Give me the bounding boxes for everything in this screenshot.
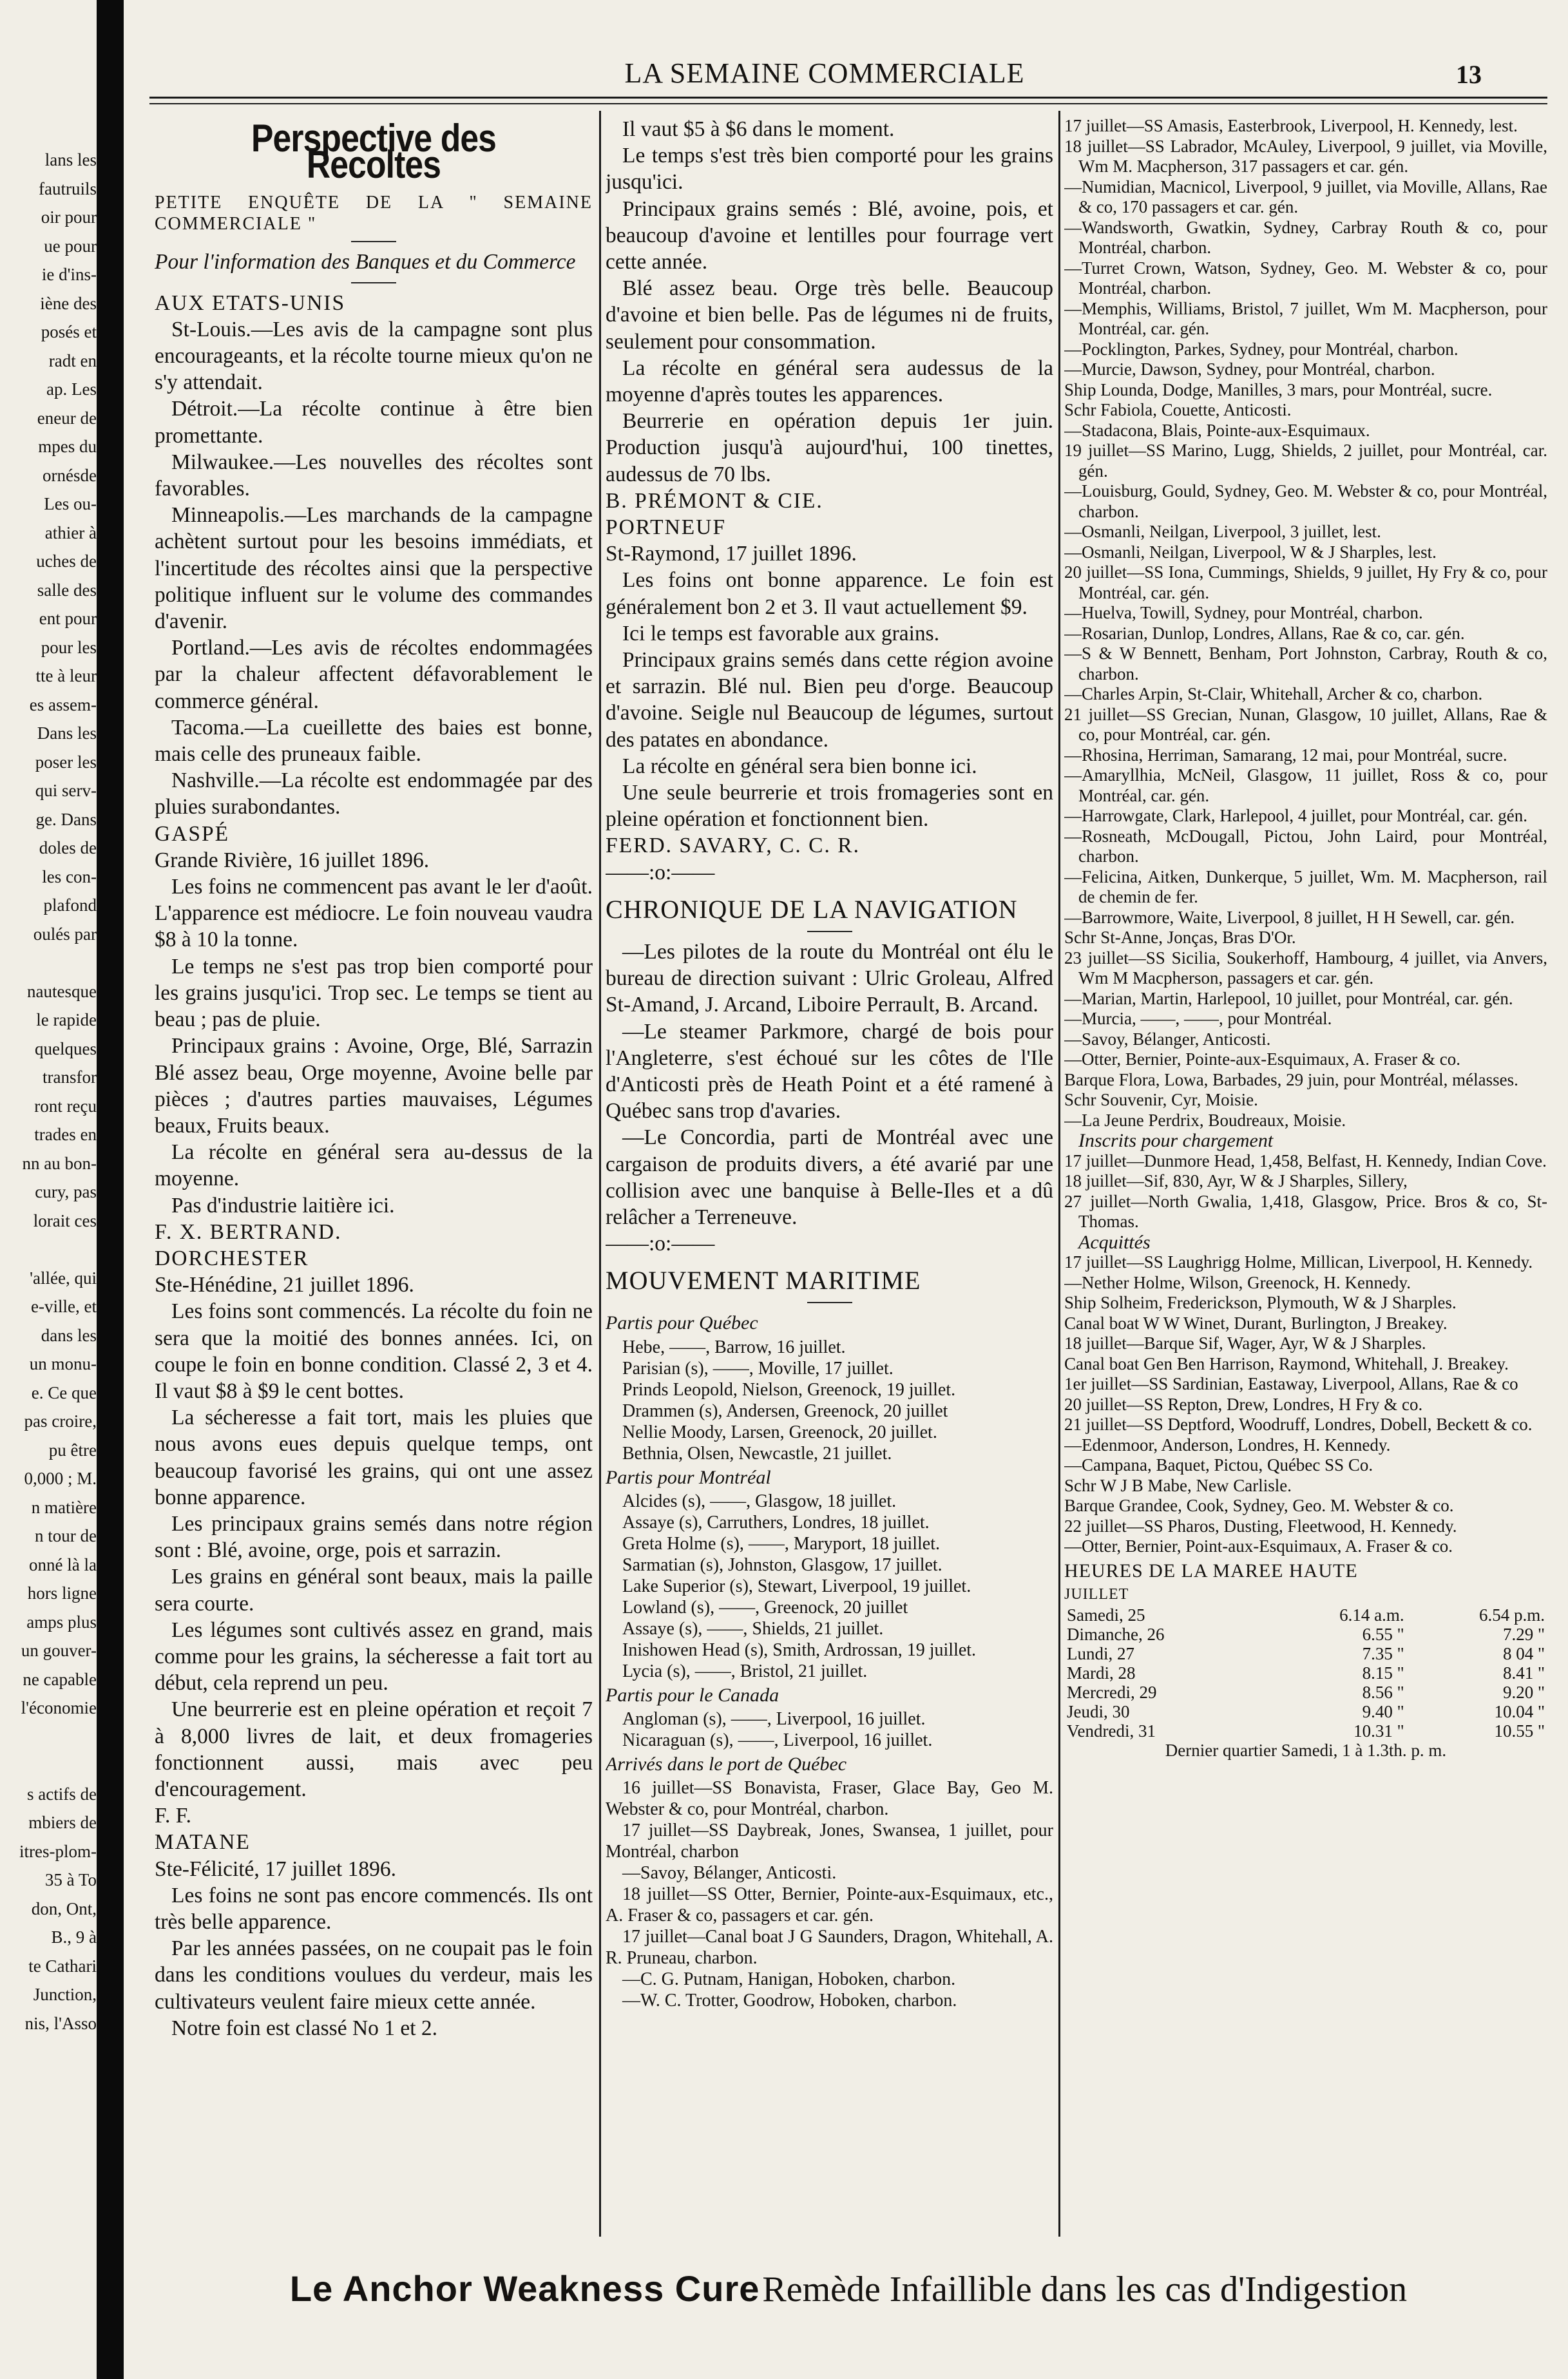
report-paragraph: Les principaux grains semés dans notre région sont : Blé, avoine, orge, pois et sarrazin. — [155, 1511, 593, 1563]
ship-entry: Canal boat W W Winet, Durant, Burlington, J Breakey. — [1064, 1313, 1448, 1333]
ship-entry: Barque Flora, Lowa, Barbades, 29 juin, pour Montréal, mélasses. — [1064, 1069, 1518, 1089]
ship-entry: Schr W J B Mabe, New Carlisle. — [1064, 1475, 1292, 1495]
ship-entry: Assaye (s), ——, Shields, 21 juillet. — [622, 1618, 884, 1639]
tide-day-cell: Vendredi, 31 — [1067, 1721, 1156, 1741]
news-paragraph: —Le steamer Parkmore, chargé de bois pour l'Angleterre, s'est échoué sur les côtes de l'Ile d'Anticosti près de Heath Point et a été ramené à Québec sans trop d'avaries. — [606, 1019, 1053, 1123]
ship-entry: Alcides (s), ——, Glasgow, 18 juillet. — [622, 1491, 897, 1511]
edge-text-fragment: uches de — [36, 551, 97, 571]
report-paragraph: Minneapolis.—Les marchands de la campagne achètent surtout pour les besoins immédiats, et l'incertitude des récoltes ainsi que la perspective politique influent sur le volume des commandes d'avenir. — [155, 503, 593, 634]
ship-entry: —Pocklington, Parkes, Sydney, pour Montréal, charbon. — [1064, 339, 1458, 359]
header-rule-thin — [149, 103, 1547, 104]
tide-day-cell: Mercredi, 29 — [1067, 1682, 1157, 1702]
report-paragraph: Les foins sont commencés. La récolte du foin ne sera que la moitié des bonnes années. Ici, on coupe le foin en bonne condition. Classé 2, 3 et 4. Il vaut $8 à $9 le cent bottes. — [155, 1299, 593, 1403]
ship-entry: —S & W Bennett, Benham, Port Johnston, Carbray, Routh & co, charbon. — [1064, 644, 1547, 683]
report-paragraph: Les légumes sont cultivés assez en grand, mais comme pour les grains, la sécheresse a fait tort au début, cela reprend un peu. — [155, 1618, 593, 1696]
ship-entry: —W. C. Trotter, Goodrow, Hoboken, charbon. — [622, 1991, 957, 2011]
ship-entry: Sarmatian (s), Johnston, Glasgow, 17 juillet. — [622, 1554, 942, 1575]
tide-am-cell: 8.56 " — [1362, 1682, 1404, 1702]
ship-entry: 18 juillet—SS Otter, Bernier, Pointe-aux-Esquimaux, etc., A. Fraser & co, passagers et car. gén. — [606, 1884, 1053, 1926]
ship-entry: 23 juillet—SS Sicilia, Soukerhoff, Hambourg, 4 juillet, via Anvers, Wm M Macpherson, passagers et car. gén. — [1064, 948, 1547, 988]
ship-entry: 20 juillet—SS Iona, Cummings, Shields, 9 juillet, Hy Fry & co, pour Montréal, car. gén. — [1064, 562, 1547, 602]
report-paragraph: La récolte en général sera au-dessus de la moyenne. — [155, 1140, 593, 1191]
edge-text-fragment: mbiers de — [28, 1813, 97, 1832]
edge-text-fragment: ie d'ins- — [41, 265, 97, 284]
edge-text-fragment: salle des — [37, 580, 97, 600]
moon-quarter: Dernier quartier Samedi, 1 à 1.3th. p. m. — [1165, 1740, 1447, 1760]
ship-entry: Lycia (s), ——, Bristol, 21 juillet. — [622, 1661, 868, 1681]
ship-entry: Lowland (s), ——, Greenock, 20 juillet — [622, 1597, 908, 1618]
edge-text-fragment: Les ou- — [44, 494, 97, 513]
ship-entry: —La Jeune Perdrix, Boudreaux, Moisie. — [1064, 1110, 1346, 1130]
ship-entry: 17 juillet—SS Laughrigg Holme, Millican, Liverpool, H. Kennedy. — [1064, 1252, 1533, 1272]
page-fold — [97, 0, 124, 2379]
edge-text-fragment: e-ville, et — [31, 1297, 97, 1316]
ship-entry: Nicaraguan (s), ——, Liverpool, 16 juillet. — [622, 1730, 933, 1750]
ship-entry: 18 juillet—Sif, 830, Ayr, W & J Sharples, Sillery, — [1064, 1171, 1408, 1190]
edge-text-fragment: cury, pas — [35, 1182, 97, 1201]
edge-text-fragment: radt en — [48, 350, 97, 370]
ship-entry: 21 juillet—SS Deptford, Woodruff, Londres, Dobell, Beckett & co. — [1064, 1415, 1533, 1434]
column-3 — [1064, 116, 1547, 1761]
list-heading: Partis pour Montréal — [606, 1466, 771, 1488]
report-paragraph: Les foins ont bonne apparence. Le foin est généralement bon 2 et 3. Il vaut actuellement $9. — [606, 568, 1053, 619]
report-paragraph: Beurrerie en opération depuis 1er juin. Production jusqu'à aujourd'hui, 100 tinettes, audessus de 70 lbs. — [606, 409, 1053, 486]
edge-text-fragment: ront reçu — [34, 1096, 97, 1116]
report-paragraph: Détroit.—La récolte continue à être bien promettante. — [155, 397, 593, 448]
dateline: St-Raymond, 17 juillet 1896. — [606, 542, 857, 566]
ship-entry: Nellie Moody, Larsen, Greenock, 20 juillet. — [622, 1422, 937, 1442]
edge-text-fragment: fautruils — [39, 178, 97, 198]
report-paragraph: Principaux grains semés : Blé, avoine, pois, et beaucoup d'avoine et lentilles pour fourrage vert cette année. — [606, 196, 1053, 274]
report-paragraph: Par les années passées, on ne coupait pas le foin dans les conditions voulues du verdeur, mais les cultivateurs veulent faire mieux cette année. — [155, 1936, 593, 2014]
tide-pm-cell: 6.54 p.m. — [1478, 1605, 1545, 1625]
enquete-subtitle: PETITE ENQUÊTE DE LA " SEMAINE COMMERCIALE " — [155, 193, 593, 234]
edge-text-fragment: posés et — [41, 322, 97, 341]
signature: B. PRÉMONT & CIE. — [606, 488, 823, 513]
page-number: 13 — [1456, 60, 1482, 89]
ship-list — [606, 1777, 1053, 2011]
ship-entry: Bethnia, Olsen, Newcastle, 21 juillet. — [622, 1443, 892, 1464]
edge-text-fragment: onné là la — [29, 1554, 97, 1574]
ship-entry: —Otter, Bernier, Pointe-aux-Esquimaux, A. Fraser & co. — [1064, 1049, 1460, 1069]
chronique-title: CHRONIQUE DE LA NAVIGATION — [606, 894, 1018, 924]
tide-pm-cell: 9.20 " — [1502, 1682, 1545, 1702]
column-rule — [599, 111, 601, 2237]
ship-entry: Schr Souvenir, Cyr, Moisie. — [1064, 1090, 1258, 1109]
tide-am-cell: 8.15 " — [1362, 1663, 1404, 1683]
ornament: ——:o:—— — [606, 860, 715, 884]
section-heading: DORCHESTER — [155, 1246, 309, 1270]
edge-text-fragment: le rapide — [36, 1010, 97, 1029]
dateline: Ste-Hénédine, 21 juillet 1896. — [155, 1273, 414, 1297]
edge-text-fragment: lans les — [44, 150, 97, 169]
tide-row — [1064, 1663, 1547, 1683]
ad-claim: Remède Infaillible dans les cas d'Indigestion — [762, 2269, 1408, 2309]
edge-text-fragment: oir pour — [41, 207, 97, 227]
ship-entry: Lake Superior (s), Stewart, Liverpool, 19 juillet. — [622, 1576, 971, 1596]
ship-entry: —Osmanli, Neilgan, Liverpool, W & J Sharples, lest. — [1064, 542, 1437, 562]
tide-title: HEURES DE LA MAREE HAUTE — [1064, 1560, 1358, 1581]
ship-entry: —Marian, Martin, Harlepool, 10 juillet, pour Montréal, car. gén. — [1064, 988, 1513, 1008]
edge-text-fragment: ne capable — [23, 1669, 97, 1689]
column-rule — [1058, 111, 1060, 2237]
ship-entry: Assaye (s), Carruthers, Londres, 18 juillet. — [622, 1512, 930, 1533]
edge-text-fragment: iène des — [40, 293, 97, 313]
edge-text-fragment: les con- — [42, 866, 97, 886]
edge-text-fragment: es assem- — [29, 694, 97, 714]
ship-entry: —Otter, Bernier, Point-aux-Esquimaux, A. Fraser & co. — [1064, 1536, 1453, 1556]
tide-day-cell: Mardi, 28 — [1067, 1663, 1136, 1683]
ship-entry: —Osmanli, Neilgan, Liverpool, 3 juillet, lest. — [1064, 522, 1381, 541]
tide-row — [1064, 1702, 1547, 1721]
column-1 — [155, 116, 593, 2041]
ad-product: Le Anchor Weakness Cure — [289, 2268, 760, 2309]
ship-entry: Hebe, ——, Barrow, 16 juillet. — [622, 1337, 846, 1357]
ship-entry: Angloman (s), ——, Liverpool, 16 juillet. — [622, 1708, 926, 1729]
edge-text-fragment: pu être — [48, 1440, 97, 1460]
report-paragraph: La récolte en général sera audessus de la moyenne d'après toutes les apparences. — [606, 356, 1053, 407]
ship-entry: Barque Grandee, Cook, Sydney, Geo. M. Webster & co. — [1064, 1496, 1454, 1515]
ship-entry: —Turret Crown, Watson, Sydney, Geo. M. Webster & co, pour Montréal, charbon. — [1064, 258, 1547, 298]
arrivals-list — [1064, 116, 1547, 1131]
ship-entry: 16 juillet—SS Bonavista, Fraser, Glace Bay, Geo M. Webster & co, pour Montréal, charbon. — [606, 1778, 1053, 1820]
ship-entry: 19 juillet—SS Marino, Lugg, Shields, 2 juillet, pour Montréal, car. gén. — [1064, 441, 1547, 481]
ship-entry: —Louisburg, Gould, Sydney, Geo. M. Webster & co, pour Montréal, charbon. — [1064, 481, 1547, 521]
separator — [807, 931, 852, 932]
section-heading: PORTNEUF — [606, 515, 727, 540]
edge-text-fragment: doles de — [39, 838, 97, 857]
ship-entry: 17 juillet—SS Amasis, Easterbrook, Liverpool, H. Kennedy, lest. — [1064, 116, 1518, 135]
edge-text-fragment: un monu- — [29, 1354, 97, 1373]
edge-text-fragment: transfor — [43, 1067, 97, 1087]
ship-entry: 17 juillet—Dunmore Head, 1,458, Belfast, H. Kennedy, Indian Cove. — [1064, 1151, 1547, 1170]
ship-entry: —Huelva, Towill, Sydney, pour Montréal, charbon. — [1064, 603, 1423, 622]
edge-text-fragment: poser les — [35, 752, 97, 772]
tide-pm-cell: 8.41 " — [1502, 1663, 1545, 1683]
report-paragraph: Blé assez beau. Orge très belle. Beaucoup d'avoine et bien belle. Pas de légumes ni de fruits, seulement pour consommation. — [606, 276, 1053, 354]
edge-text-fragment: nautesque — [27, 981, 97, 1001]
ship-entry: —Barrowmore, Waite, Liverpool, 8 juillet, H H Sewell, car. gén. — [1064, 907, 1515, 927]
ship-entry: —Campana, Baquet, Pictou, Québec SS Co. — [1064, 1455, 1373, 1475]
report-paragraph: Pas d'industrie laitière ici. — [171, 1193, 395, 1218]
column-2 — [606, 116, 1053, 2011]
ship-entry: Drammen (s), Andersen, Greenock, 20 juillet — [622, 1400, 948, 1421]
edge-text-fragment: quelques — [35, 1038, 97, 1058]
report-paragraph: Nashville.—La récolte est endommagée par des pluies surabondantes. — [155, 769, 593, 819]
ship-entry: —Rhosina, Herriman, Samarang, 12 mai, pour Montréal, sucre. — [1064, 745, 1507, 765]
edge-text-fragment: ge. Dans — [35, 809, 97, 829]
tide-am-cell: 10.31 " — [1353, 1721, 1404, 1741]
signature: FERD. SAVARY, C. C. R. — [606, 834, 860, 858]
ship-entry: —Felicina, Aitken, Dunkerque, 5 juillet, Wm. M. Macpherson, rail de chemin de fer. — [1064, 866, 1547, 906]
ship-entry: —Murcie, Dawson, Sydney, pour Montréal, charbon. — [1064, 359, 1435, 379]
ship-entry: Ship Lounda, Dodge, Manilles, 3 mars, pour Montréal, sucre. — [1064, 379, 1493, 399]
ship-entry: —Rosarian, Dunlop, Londres, Allans, Rae & co, car. gén. — [1064, 623, 1465, 643]
separator — [807, 1302, 852, 1303]
ship-entry: 17 juillet—Canal boat J G Saunders, Dragon, Whitehall, A. R. Pruneau, charbon. — [606, 1927, 1053, 1969]
report-paragraph: Le temps ne s'est pas trop bien comporté pour les grains jusqu'ici. Trop sec. Le temps se tient au beau ; pas de pluie. — [155, 954, 593, 1032]
tide-am-cell: 7.35 " — [1362, 1643, 1404, 1663]
news-paragraph: —Les pilotes de la route du Montréal ont élu le bureau de direction suivant : Ulric Groleau, Alfred St-Amand, J. Arcand, Liboire Perrault, B. Arcand. — [606, 939, 1053, 1017]
edge-text-fragment: ornésde — [43, 465, 97, 485]
edge-text-fragment: pas croire, — [24, 1411, 97, 1431]
ship-entry: —C. G. Putnam, Hanigan, Hoboken, charbon. — [622, 1969, 956, 1990]
report-paragraph: Principaux grains semés dans cette région avoine et sarrazin. Blé nul. Bien peu d'orge. Beaucoup d'avoine. Seigle nul Beaucoup de légumes, surtout des patates en abondance. — [606, 648, 1053, 752]
edge-text-fragment: eneur de — [37, 408, 97, 428]
ship-entry: Ship Solheim, Frederickson, Plymouth, W & J Sharples. — [1064, 1293, 1457, 1312]
ship-entry: —Murcia, ——, ——, pour Montréal. — [1064, 1009, 1332, 1028]
ship-entry: 27 juillet—North Gwalia, 1,418, Glasgow, Price. Bros & co, St-Thomas. — [1064, 1191, 1547, 1231]
edge-text-fragment: 35 à To — [44, 1870, 97, 1889]
section-heading: AUX ETATS-UNIS — [155, 291, 346, 315]
tide-day-cell: Jeudi, 30 — [1067, 1701, 1130, 1721]
list-heading: Inscrits pour chargement — [1078, 1130, 1274, 1151]
ship-entry: 18 juillet—SS Labrador, McAuley, Liverpool, 9 juillet, via Moville, Wm M. Macpherson, 317 passagers et car. gén. — [1064, 136, 1547, 176]
tide-table — [1064, 1605, 1547, 1741]
report-paragraph: Une beurrerie est en pleine opération et reçoit 7 à 8,000 livres de lait, et deux fromageries fonctionnent aussi, mais avec peu d'encouragement. — [155, 1697, 593, 1801]
ship-entry: Prinds Leopold, Nielson, Greenock, 19 juillet. — [622, 1379, 956, 1400]
ship-entry: —Wandsworth, Gwatkin, Sydney, Carbray Routh & co, pour Montréal, charbon. — [1064, 217, 1547, 257]
ship-list — [606, 1491, 1053, 1682]
tide-day-cell: Lundi, 27 — [1067, 1643, 1134, 1663]
edge-text-fragment: n tour de — [35, 1526, 97, 1545]
edge-text-fragment: ent pour — [39, 609, 97, 628]
ship-entry: Schr Fabiola, Couette, Anticosti. — [1064, 400, 1292, 419]
tide-row — [1064, 1605, 1547, 1625]
tide-pm-cell: 10.04 " — [1494, 1701, 1545, 1721]
edge-text-fragment: n matière — [31, 1497, 97, 1517]
signature: F. F. — [155, 1804, 192, 1828]
ship-entry: Parisian (s), ——, Moville, 17 juillet. — [622, 1358, 894, 1379]
edge-text-fragment: athier à — [44, 522, 97, 542]
edge-text-fragment: hors ligne — [27, 1583, 97, 1603]
list-heading: Partis pour Québec — [606, 1312, 758, 1334]
ship-entry: —Stadacona, Blais, Pointe-aux-Esquimaux. — [1064, 420, 1370, 440]
report-paragraph: Les foins ne sont pas encore commencés. Ils ont très belle apparence. — [155, 1883, 593, 1934]
article-dedication: Pour l'information des Banques et du Commerce — [155, 250, 576, 274]
edge-text-fragment: e. Ce que — [31, 1382, 97, 1402]
report-paragraph: Tacoma.—La cueillette des baies est bonne, mais celle des pruneaux faible. — [155, 715, 593, 767]
report-paragraph: Les foins ne commencent pas avant le ler d'août. L'apparence est médiocre. Le foin nouveau vaudra $8 à 10 la tonne. — [155, 875, 593, 952]
ship-entry: —Savoy, Bélanger, Anticosti. — [622, 1863, 837, 1884]
edge-text-fragment: nis, l'Asso — [24, 2013, 97, 2033]
ship-entry: Inishowen Head (s), Smith, Ardrossan, 19 juillet. — [622, 1639, 977, 1660]
edge-text-fragment: dans les — [41, 1325, 97, 1345]
report-paragraph: Notre foin est classé No 1 et 2. — [171, 2016, 438, 2040]
dateline: Ste-Félicité, 17 juillet 1896. — [155, 1857, 396, 1881]
tide-am-cell: 6.14 a.m. — [1339, 1605, 1404, 1625]
ship-entry: 21 juillet—SS Grecian, Nunan, Glasgow, 10 juillet, Allans, Rae & co, pour Montréal, car. gén. — [1064, 704, 1547, 744]
edge-text-fragment: un gouver- — [21, 1641, 97, 1660]
edge-text-fragment: tte à leur — [35, 666, 97, 685]
footer-advertisement — [149, 2268, 1547, 2310]
ship-entry: —Memphis, Williams, Bristol, 7 juillet, Wm M. Macpherson, pour Montréal, car. gén. — [1064, 298, 1547, 338]
ship-entry: Greta Holme (s), ——, Maryport, 18 juillet. — [622, 1533, 941, 1554]
edge-text-fragment: ap. Les — [46, 379, 97, 399]
edge-text-fragment: s actifs de — [27, 1784, 97, 1804]
edge-text-fragment: te Cathari — [28, 1956, 97, 1976]
edge-text-fragment: itres-plom- — [19, 1841, 97, 1861]
edge-text-fragment: don, Ont, — [31, 1898, 97, 1918]
tide-row — [1064, 1683, 1547, 1702]
edge-text-fragment: lorait ces — [33, 1210, 97, 1230]
section-heading: MATANE — [155, 1830, 251, 1855]
article-title: Perspective des Recoltes — [251, 117, 497, 187]
ship-entry: Schr St-Anne, Jonças, Bras D'Or. — [1064, 928, 1296, 947]
signature: F. X. BERTRAND. — [155, 1219, 342, 1244]
edge-text-fragment: B., 9 à — [51, 1927, 97, 1947]
ship-entry: —Charles Arpin, St-Clair, Whitehall, Archer & co, charbon. — [1064, 684, 1483, 703]
tide-month: JUILLET — [1064, 1586, 1129, 1603]
adjacent-page-edge — [0, 0, 97, 2379]
ship-entry: —Edenmoor, Anderson, Londres, H. Kennedy. — [1064, 1435, 1391, 1455]
tide-row — [1064, 1721, 1547, 1741]
ship-entry: 20 juillet—SS Repton, Drew, Londres, H Fry & co. — [1064, 1394, 1423, 1414]
clearances-list — [1064, 1252, 1547, 1557]
separator — [351, 241, 396, 242]
report-paragraph: La récolte en général sera bien bonne ici. — [622, 754, 977, 778]
edge-text-fragment: plafond — [43, 895, 97, 915]
dateline: Grande Rivière, 16 juillet 1896. — [155, 848, 430, 872]
report-paragraph: Ici le temps est favorable aux grains. — [622, 621, 940, 645]
report-paragraph: Une seule beurrerie et trois fromageries sont en pleine opération et fonctionnent bien. — [606, 781, 1053, 832]
ship-list — [606, 1708, 1053, 1751]
edge-text-fragment: pour les — [41, 637, 97, 657]
edge-text-fragment: ue pour — [44, 236, 97, 256]
report-paragraph: Milwaukee.—Les nouvelles des récoltes sont favorables. — [155, 450, 593, 501]
news-paragraph: —Le Concordia, parti de Montréal avec une cargaison de produits divers, a été avarié par une collision avec une banquise à Belle-Iles et a dû relâcher a Terreneuve. — [606, 1125, 1053, 1229]
edge-text-fragment: amps plus — [26, 1612, 97, 1632]
tide-pm-cell: 10.55 " — [1494, 1721, 1545, 1741]
report-paragraph: Principaux grains : Avoine, Orge, Blé, Sarrazin Blé assez beau, Orge moyenne, Avoine belle par pièces ; d'autres parties mauvaises, Légumes beaux, Fruits beaux. — [155, 1034, 593, 1138]
ship-list — [606, 1337, 1053, 1464]
tide-row — [1064, 1644, 1547, 1663]
tide-pm-cell: 7.29 " — [1502, 1624, 1545, 1644]
report-paragraph: Le temps s'est très bien comporté pour les grains jusqu'ici. — [606, 144, 1053, 195]
ship-entry: 17 juillet—SS Daybreak, Jones, Swansea, 1 juillet, pour Montréal, charbon — [606, 1820, 1053, 1862]
running-title: LA SEMAINE COMMERCIALE — [624, 57, 1025, 89]
ship-entry: —Harrowgate, Clark, Harlepool, 4 juillet, pour Montréal, car. gén. — [1064, 806, 1528, 825]
edge-text-fragment: qui serv- — [35, 781, 97, 800]
registrations-list — [1064, 1151, 1547, 1232]
report-paragraph: St-Louis.—Les avis de la campagne sont plus encourageants, et la récolte tourne mieux qu'on ne s'y attendait. — [155, 317, 593, 395]
edge-text-fragment: mpes du — [38, 437, 97, 456]
report-paragraph: Il vaut $5 à $6 dans le moment. — [622, 117, 895, 141]
tide-row — [1064, 1625, 1547, 1644]
header-rule — [149, 97, 1547, 99]
report-paragraph: La sécheresse a fait tort, mais les pluies que nous avons eues depuis quelque temps, ont beaucoup favorisé les grains, qui ont une assez bonne apparence. — [155, 1406, 593, 1509]
ship-entry: —Rosneath, McDougall, Pictou, John Laird, pour Montréal, charbon. — [1064, 826, 1547, 866]
list-heading: Arrivés dans le port de Québec — [606, 1753, 847, 1775]
edge-text-fragment: trades en — [34, 1125, 97, 1144]
edge-text-fragment: 0,000 ; M. — [24, 1469, 97, 1488]
separator — [351, 282, 396, 283]
ship-entry: 1er juillet—SS Sardinian, Eastaway, Liverpool, Allans, Rae & co — [1064, 1374, 1518, 1393]
ship-entry: 18 juillet—Barque Sif, Wager, Ayr, W & J Sharples. — [1064, 1333, 1426, 1353]
tide-am-cell: 9.40 " — [1362, 1701, 1404, 1721]
edge-text-fragment: nn au bon- — [22, 1153, 97, 1173]
list-heading: Partis pour le Canada — [606, 1684, 779, 1706]
edge-text-fragment: 'allée, qui — [30, 1268, 97, 1288]
tide-am-cell: 6.55 " — [1362, 1624, 1404, 1644]
edge-text-fragment: l'économie — [21, 1698, 97, 1717]
section-heading: GASPÉ — [155, 821, 230, 846]
ship-entry: —Nether Holme, Wilson, Greenock, H. Kennedy. — [1064, 1272, 1411, 1292]
tide-pm-cell: 8 04 " — [1502, 1643, 1545, 1663]
tide-day-cell: Dimanche, 26 — [1067, 1624, 1165, 1644]
report-paragraph: Les grains en général sont beaux, mais la paille sera courte. — [155, 1565, 593, 1616]
ship-entry: Canal boat Gen Ben Harrison, Raymond, Whitehall, J. Breakey. — [1064, 1353, 1509, 1373]
ship-entry: —Numidian, Macnicol, Liverpool, 9 juillet, via Moville, Allans, Rae & co, 170 passagers et car. gén. — [1064, 177, 1547, 216]
report-paragraph: Portland.—Les avis de récoltes endommagées par la chaleur affectent défavorablement le commerce général. — [155, 636, 593, 713]
edge-text-fragment: Junction, — [33, 1985, 97, 2004]
edge-text-fragment: oulés par — [33, 924, 97, 944]
edge-text-fragment: Dans les — [37, 723, 97, 743]
tide-day-cell: Samedi, 25 — [1067, 1605, 1145, 1625]
mouvement-title: MOUVEMENT MARITIME — [606, 1266, 921, 1295]
ship-entry: 22 juillet—SS Pharos, Dusting, Fleetwood, H. Kennedy. — [1064, 1516, 1457, 1536]
ornament: ——:o:—— — [606, 1232, 715, 1256]
ship-entry: —Savoy, Bélanger, Anticosti. — [1064, 1029, 1271, 1049]
ship-entry: —Amaryllhia, McNeil, Glasgow, 11 juillet, Ross & co, pour Montréal, car. gén. — [1064, 765, 1547, 805]
list-heading: Acquittés — [1078, 1231, 1151, 1253]
